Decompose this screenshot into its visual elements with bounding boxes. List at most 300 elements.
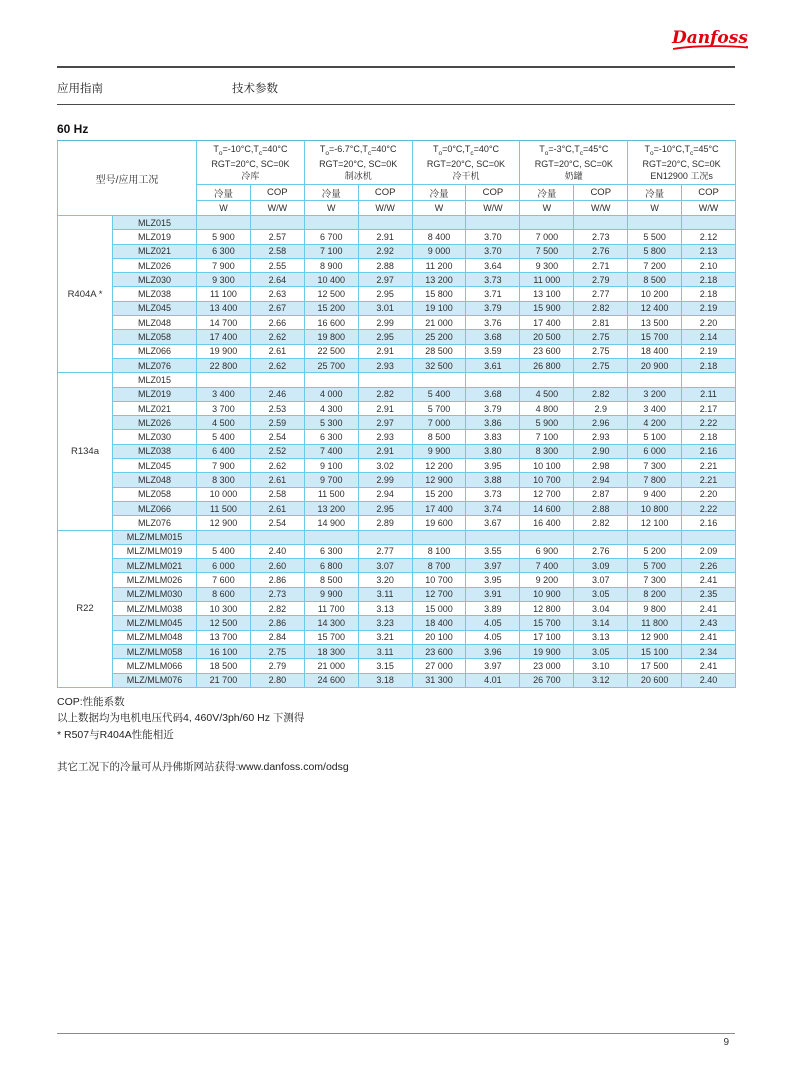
cop-value-cell: 3.11 (358, 587, 412, 601)
table-row (58, 573, 736, 587)
capacity-value-cell: 8 500 (304, 573, 358, 587)
cop-value-cell (574, 530, 628, 544)
cop-value-cell: 2.41 (682, 659, 736, 673)
header-row-conditions (58, 141, 736, 185)
cop-value-cell: 3.83 (466, 430, 520, 444)
cop-value-cell: 2.52 (250, 444, 304, 458)
capacity-value-cell: 5 100 (628, 430, 682, 444)
capacity-value-cell: 17 400 (412, 501, 466, 515)
cop-value-cell: 2.11 (682, 387, 736, 401)
capacity-value-cell: 7 400 (520, 559, 574, 573)
capacity-value-cell: 14 900 (304, 516, 358, 530)
capacity-value-cell (304, 530, 358, 544)
cop-value-cell: 2.22 (682, 416, 736, 430)
model-cell: MLZ/MLM076 (113, 673, 197, 687)
cop-value-cell: 2.64 (250, 273, 304, 287)
capacity-value-cell: 3 700 (197, 401, 251, 415)
cop-value-cell: 2.75 (250, 644, 304, 658)
model-cell: MLZ019 (113, 230, 197, 244)
capacity-value-cell: 19 900 (520, 644, 574, 658)
capacity-value-cell: 9 900 (304, 587, 358, 601)
cop-value-cell: 2.87 (574, 487, 628, 501)
model-cell: MLZ038 (113, 287, 197, 301)
footnote-3: * R507与R404A性能相近 (57, 728, 174, 741)
cop-value-cell: 2.89 (358, 516, 412, 530)
capacity-value-cell: 7 600 (197, 573, 251, 587)
cop-value-cell: 2.18 (682, 273, 736, 287)
capacity-value-cell: 7 200 (628, 258, 682, 272)
capacity-value-cell (197, 373, 251, 387)
model-cell: MLZ021 (113, 401, 197, 415)
capacity-value-cell: 3 200 (628, 387, 682, 401)
cop-value-cell: 2.94 (358, 487, 412, 501)
refrigerant-label: R134a (58, 373, 113, 530)
capacity-value-cell: 15 200 (412, 487, 466, 501)
cop-value-cell: 3.95 (466, 459, 520, 473)
capacity-value-cell: 13 100 (520, 287, 574, 301)
cop-value-cell: 3.04 (574, 602, 628, 616)
capacity-value-cell: 19 600 (412, 516, 466, 530)
cop-value-cell: 2.61 (250, 501, 304, 515)
capacity-value-cell: 4 800 (520, 401, 574, 415)
cop-value-cell: 3.97 (466, 559, 520, 573)
cop-value-cell: 2.63 (250, 287, 304, 301)
table-row (58, 330, 736, 344)
cop-value-cell: 2.91 (358, 230, 412, 244)
danfoss-logo-graphic (670, 24, 750, 58)
cop-value-cell: 4.05 (466, 616, 520, 630)
cop-value-cell: 2.16 (682, 444, 736, 458)
cop-unit-4: W/W (574, 201, 628, 216)
cop-value-cell: 2.18 (682, 430, 736, 444)
capacity-value-cell: 6 300 (304, 430, 358, 444)
model-cell: MLZ/MLM045 (113, 616, 197, 630)
capacity-value-cell: 7 100 (520, 430, 574, 444)
cop-value-cell: 2.09 (682, 544, 736, 558)
capacity-value-cell: 18 400 (412, 616, 466, 630)
page-number: 9 (723, 1037, 729, 1048)
capacity-value-cell: 11 200 (412, 258, 466, 272)
model-cell: MLZ/MLM026 (113, 573, 197, 587)
cop-value-cell: 2.99 (358, 316, 412, 330)
capacity-value-cell (304, 373, 358, 387)
table-row (58, 444, 736, 458)
capacity-value-cell: 25 700 (304, 358, 358, 372)
capacity-value-cell: 6 300 (304, 544, 358, 558)
cop-label-1: COP (250, 185, 304, 201)
model-cell: MLZ045 (113, 301, 197, 315)
cop-value-cell: 2.77 (574, 287, 628, 301)
capacity-value-cell: 8 600 (197, 587, 251, 601)
cop-value-cell: 2.40 (250, 544, 304, 558)
capacity-value-cell: 12 400 (628, 301, 682, 315)
capacity-value-cell: 18 400 (628, 344, 682, 358)
cop-value-cell: 3.13 (574, 630, 628, 644)
capacity-value-cell: 7 300 (628, 573, 682, 587)
cop-value-cell: 2.41 (682, 573, 736, 587)
capacity-value-cell: 4 500 (520, 387, 574, 401)
footnote-1: COP:性能系数 (57, 696, 125, 708)
cop-value-cell: 3.02 (358, 459, 412, 473)
cop-value-cell: 2.73 (250, 587, 304, 601)
cop-value-cell: 3.96 (466, 644, 520, 658)
capacity-value-cell: 11 500 (304, 487, 358, 501)
capacity-value-cell: 5 900 (197, 230, 251, 244)
cop-unit-1: W/W (250, 201, 304, 216)
cop-value-cell: 3.11 (358, 644, 412, 658)
cop-value-cell: 3.79 (466, 301, 520, 315)
capacity-value-cell: 15 100 (628, 644, 682, 658)
frequency-title: 60 Hz (57, 122, 89, 136)
cop-value-cell: 2.76 (574, 244, 628, 258)
table-row (58, 559, 736, 573)
cop-value-cell: 2.77 (358, 544, 412, 558)
capacity-value-cell: 8 200 (628, 587, 682, 601)
cop-value-cell: 2.80 (250, 673, 304, 687)
capacity-value-cell: 17 400 (197, 330, 251, 344)
cop-value-cell: 2.90 (574, 444, 628, 458)
table-row (58, 230, 736, 244)
capacity-value-cell: 23 000 (520, 659, 574, 673)
cop-value-cell: 2.82 (574, 301, 628, 315)
capacity-value-cell: 5 700 (628, 559, 682, 573)
capacity-value-cell: 23 600 (412, 644, 466, 658)
cop-value-cell: 2.97 (358, 273, 412, 287)
doc-type-label: 应用指南 (57, 83, 103, 95)
document-header (57, 80, 735, 96)
table-row (58, 616, 736, 630)
cop-value-cell: 2.41 (682, 630, 736, 644)
cop-value-cell: 2.18 (682, 287, 736, 301)
cop-value-cell: 2.61 (250, 344, 304, 358)
capacity-label-3: 冷量 (412, 185, 466, 201)
capacity-value-cell: 16 100 (197, 644, 251, 658)
capacity-value-cell (628, 530, 682, 544)
capacity-value-cell: 31 300 (412, 673, 466, 687)
model-cell: MLZ/MLM021 (113, 559, 197, 573)
performance-table-wrapper (57, 140, 735, 688)
capacity-unit-2: W (304, 201, 358, 216)
cop-value-cell: 2.58 (250, 244, 304, 258)
cop-value-cell: 2.43 (682, 616, 736, 630)
cop-value-cell: 2.79 (250, 659, 304, 673)
capacity-value-cell: 15 900 (520, 301, 574, 315)
cop-value-cell: 2.79 (574, 273, 628, 287)
cop-value-cell: 3.15 (358, 659, 412, 673)
cop-value-cell: 3.21 (358, 630, 412, 644)
cop-value-cell: 2.9 (574, 401, 628, 415)
table-row (58, 287, 736, 301)
cop-value-cell: 2.96 (574, 416, 628, 430)
footnote-2: 以上数据均为电机电压代码4, 460V/3ph/60 Hz 下测得 (57, 712, 305, 725)
capacity-label-5: 冷量 (628, 185, 682, 201)
model-cell: MLZ076 (113, 358, 197, 372)
table-row (58, 316, 736, 330)
capacity-value-cell: 18 300 (304, 644, 358, 658)
cop-value-cell (466, 216, 520, 230)
cop-value-cell: 2.82 (358, 387, 412, 401)
condition-header-1: $T_o=-10^\circ C,T_c=40^\circ C$ RGT=20°C, SC=0K 冷库 (197, 141, 305, 185)
capacity-value-cell: 4 500 (197, 416, 251, 430)
cop-value-cell: 2.19 (682, 301, 736, 315)
capacity-value-cell: 10 400 (304, 273, 358, 287)
cop-value-cell (574, 216, 628, 230)
capacity-value-cell (520, 373, 574, 387)
cop-value-cell: 3.71 (466, 287, 520, 301)
capacity-value-cell: 10 000 (197, 487, 251, 501)
model-cell: MLZ/MLM019 (113, 544, 197, 558)
cop-value-cell: 2.97 (358, 416, 412, 430)
cop-value-cell: 2.81 (574, 316, 628, 330)
capacity-value-cell: 13 500 (628, 316, 682, 330)
capacity-value-cell: 10 800 (628, 501, 682, 515)
cop-value-cell: 2.93 (358, 358, 412, 372)
capacity-value-cell: 10 100 (520, 459, 574, 473)
cop-value-cell: 3.20 (358, 573, 412, 587)
capacity-value-cell: 15 000 (412, 602, 466, 616)
cop-label-2: COP (358, 185, 412, 201)
capacity-value-cell: 9 000 (412, 244, 466, 258)
capacity-value-cell: 3 400 (628, 401, 682, 415)
capacity-value-cell: 8 900 (304, 258, 358, 272)
cop-value-cell: 3.70 (466, 244, 520, 258)
capacity-value-cell: 23 600 (520, 344, 574, 358)
footnote-lines (57, 694, 735, 743)
cop-value-cell: 2.20 (682, 316, 736, 330)
cop-value-cell (682, 373, 736, 387)
capacity-value-cell: 22 800 (197, 358, 251, 372)
danfoss-logo (670, 24, 750, 58)
table-row (58, 344, 736, 358)
capacity-value-cell: 25 200 (412, 330, 466, 344)
capacity-value-cell (304, 216, 358, 230)
cop-value-cell (358, 373, 412, 387)
model-cell: MLZ/MLM030 (113, 587, 197, 601)
model-cell: MLZ048 (113, 473, 197, 487)
capacity-value-cell: 7 800 (628, 473, 682, 487)
capacity-value-cell: 8 500 (628, 273, 682, 287)
table-row (58, 501, 736, 515)
cop-value-cell: 2.16 (682, 516, 736, 530)
capacity-value-cell: 7 000 (520, 230, 574, 244)
cop-value-cell: 3.70 (466, 230, 520, 244)
capacity-value-cell: 17 400 (520, 316, 574, 330)
model-cell: MLZ030 (113, 430, 197, 444)
capacity-value-cell (197, 530, 251, 544)
capacity-value-cell: 20 600 (628, 673, 682, 687)
capacity-value-cell: 8 100 (412, 544, 466, 558)
cop-value-cell: 2.62 (250, 330, 304, 344)
cop-value-cell: 2.73 (574, 230, 628, 244)
model-cell: MLZ058 (113, 487, 197, 501)
cop-value-cell: 2.21 (682, 473, 736, 487)
capacity-value-cell: 15 700 (520, 616, 574, 630)
cop-value-cell (574, 373, 628, 387)
cop-value-cell: 2.46 (250, 387, 304, 401)
capacity-value-cell: 13 200 (412, 273, 466, 287)
cop-value-cell: 3.80 (466, 444, 520, 458)
cop-value-cell: 4.05 (466, 630, 520, 644)
cop-value-cell (466, 373, 520, 387)
table-row (58, 587, 736, 601)
capacity-value-cell: 6 000 (197, 559, 251, 573)
capacity-value-cell: 27 000 (412, 659, 466, 673)
table-row (58, 602, 736, 616)
cop-value-cell: 4.01 (466, 673, 520, 687)
capacity-value-cell (197, 216, 251, 230)
capacity-value-cell: 13 700 (197, 630, 251, 644)
condition-header-3: $T_o=0^\circ C,T_c=40^\circ C$ RGT=20°C, SC=0K 冷干机 (412, 141, 520, 185)
capacity-value-cell: 20 500 (520, 330, 574, 344)
table-row (58, 473, 736, 487)
capacity-value-cell: 15 700 (304, 630, 358, 644)
capacity-value-cell: 18 500 (197, 659, 251, 673)
cop-value-cell: 3.01 (358, 301, 412, 315)
capacity-value-cell (520, 530, 574, 544)
condition-header-2: $T_o=-6.7^\circ C,T_c=40^\circ C$ RGT=20°C, SC=0K 制冰机 (304, 141, 412, 185)
cop-value-cell: 2.86 (250, 616, 304, 630)
capacity-value-cell: 26 700 (520, 673, 574, 687)
model-cell: MLZ/MLM066 (113, 659, 197, 673)
capacity-value-cell: 9 700 (304, 473, 358, 487)
table-row (58, 644, 736, 658)
capacity-value-cell: 13 400 (197, 301, 251, 315)
capacity-value-cell: 5 700 (412, 401, 466, 415)
model-cell: MLZ015 (113, 373, 197, 387)
website-url[interactable]: www.danfoss.com/odsg (238, 760, 349, 773)
cop-value-cell: 2.58 (250, 487, 304, 501)
capacity-value-cell: 9 800 (628, 602, 682, 616)
cop-value-cell: 2.84 (250, 630, 304, 644)
model-cell: MLZ015 (113, 216, 197, 230)
model-conditions-header: 型号/应用工况 (58, 141, 197, 216)
capacity-value-cell: 22 500 (304, 344, 358, 358)
capacity-value-cell (520, 216, 574, 230)
capacity-unit-3: W (412, 201, 466, 216)
capacity-label-4: 冷量 (520, 185, 574, 201)
capacity-value-cell: 12 200 (412, 459, 466, 473)
capacity-value-cell: 11 800 (628, 616, 682, 630)
capacity-value-cell: 9 900 (412, 444, 466, 458)
model-cell: MLZ066 (113, 501, 197, 515)
capacity-label-2: 冷量 (304, 185, 358, 201)
capacity-value-cell: 6 700 (304, 230, 358, 244)
model-cell: MLZ066 (113, 344, 197, 358)
capacity-value-cell: 7 400 (304, 444, 358, 458)
table-row (58, 244, 736, 258)
table-row (58, 358, 736, 372)
capacity-value-cell: 12 700 (520, 487, 574, 501)
table-row (58, 401, 736, 415)
condition-header-5: $T_o=-10^\circ C,T_c=45^\circ C$ RGT=20°C, SC=0K EN12900 工况s (628, 141, 736, 185)
capacity-value-cell: 10 700 (412, 573, 466, 587)
cop-value-cell: 2.82 (574, 516, 628, 530)
capacity-value-cell: 21 000 (412, 316, 466, 330)
capacity-value-cell: 17 500 (628, 659, 682, 673)
capacity-value-cell: 9 100 (304, 459, 358, 473)
cop-value-cell: 2.98 (574, 459, 628, 473)
cop-value-cell: 3.09 (574, 559, 628, 573)
capacity-value-cell: 4 200 (628, 416, 682, 430)
model-cell: MLZ026 (113, 258, 197, 272)
capacity-value-cell: 13 200 (304, 501, 358, 515)
cop-value-cell: 3.88 (466, 473, 520, 487)
table-row (58, 416, 736, 430)
capacity-value-cell: 7 300 (628, 459, 682, 473)
capacity-value-cell: 8 700 (412, 559, 466, 573)
cop-value-cell: 3.67 (466, 516, 520, 530)
cop-value-cell: 3.64 (466, 258, 520, 272)
cop-value-cell: 2.88 (574, 501, 628, 515)
cop-value-cell (682, 530, 736, 544)
cop-value-cell: 2.93 (358, 430, 412, 444)
cop-value-cell: 2.62 (250, 358, 304, 372)
capacity-value-cell (628, 373, 682, 387)
cop-label-5: COP (682, 185, 736, 201)
cop-value-cell: 2.75 (574, 344, 628, 358)
table-row (58, 459, 736, 473)
cop-value-cell: 3.13 (358, 602, 412, 616)
cop-value-cell: 2.71 (574, 258, 628, 272)
cop-value-cell: 2.91 (358, 344, 412, 358)
model-cell: MLZ030 (113, 273, 197, 287)
table-row (58, 673, 736, 687)
table-header (58, 141, 736, 216)
capacity-value-cell: 11 100 (197, 287, 251, 301)
performance-table (57, 140, 736, 688)
footer-rule (57, 1033, 735, 1034)
capacity-value-cell: 16 600 (304, 316, 358, 330)
cop-unit-2: W/W (358, 201, 412, 216)
cop-value-cell: 2.95 (358, 287, 412, 301)
cop-value-cell: 2.99 (358, 473, 412, 487)
table-row (58, 516, 736, 530)
cop-value-cell: 2.82 (250, 602, 304, 616)
cop-value-cell: 3.14 (574, 616, 628, 630)
cop-value-cell: 2.17 (682, 401, 736, 415)
capacity-value-cell: 15 700 (628, 330, 682, 344)
cop-value-cell: 2.35 (682, 587, 736, 601)
cop-value-cell: 2.92 (358, 244, 412, 258)
model-cell: MLZ021 (113, 244, 197, 258)
cop-value-cell: 3.59 (466, 344, 520, 358)
cop-value-cell: 2.61 (250, 473, 304, 487)
cop-value-cell: 2.67 (250, 301, 304, 315)
table-row (58, 216, 736, 230)
cop-value-cell: 2.86 (250, 573, 304, 587)
table-row (58, 258, 736, 272)
capacity-value-cell: 4 000 (304, 387, 358, 401)
cop-value-cell: 2.34 (682, 644, 736, 658)
table-row (58, 373, 736, 387)
cop-value-cell: 2.62 (250, 459, 304, 473)
cop-value-cell: 2.21 (682, 459, 736, 473)
cop-label-3: COP (466, 185, 520, 201)
capacity-value-cell: 15 200 (304, 301, 358, 315)
cop-value-cell: 3.18 (358, 673, 412, 687)
capacity-value-cell: 12 700 (412, 587, 466, 601)
cop-value-cell: 3.55 (466, 544, 520, 558)
cop-value-cell: 2.19 (682, 344, 736, 358)
cop-value-cell: 3.76 (466, 316, 520, 330)
capacity-value-cell: 17 100 (520, 630, 574, 644)
cop-unit-5: W/W (682, 201, 736, 216)
cop-value-cell: 2.93 (574, 430, 628, 444)
capacity-value-cell: 10 200 (628, 287, 682, 301)
capacity-value-cell: 24 600 (304, 673, 358, 687)
cop-unit-3: W/W (466, 201, 520, 216)
cop-value-cell: 3.05 (574, 587, 628, 601)
